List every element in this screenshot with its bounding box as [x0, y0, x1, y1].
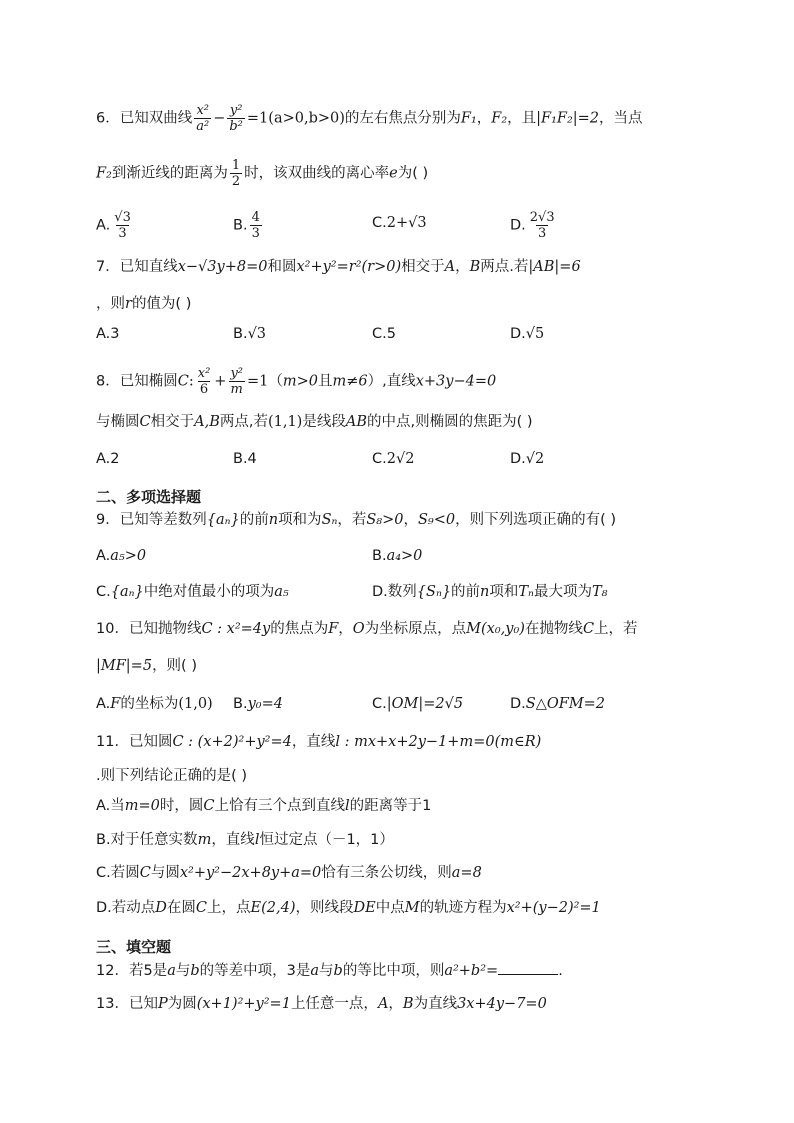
q11-option-a: A.当m=0时，圆C上恰有三个点到直线l的距离等于1: [96, 798, 432, 814]
q10-number: 10．: [96, 621, 129, 637]
q8-option-c: C.2√2: [372, 451, 415, 467]
q11-option-b: B.对于任意实数m，直线l恒过定点（－1，1）: [96, 832, 394, 848]
section-fill-in-heading: 三、填空题: [96, 938, 172, 956]
q13-line: 13．已知P为圆(x+1)²+y²=1上任意一点，A，B为直线3x+4y−7=0: [96, 996, 547, 1012]
q6-line1: 6．已知双曲线 $\frac{\text{x²}}{\text{a²}}$ − $\frac{\text{y²}}{\text{b²}}$ =1(a>0,b>0)的左右焦点分别为F₁，F₂，且|F₁F₂|=2，当点: [96, 103, 643, 134]
q11-number: 11．: [96, 734, 129, 750]
q7-line1: 7．已知直线x−√3y+8=0和圆x²+y²=r²(r>0)相交于A，B两点.若|AB|=6: [96, 259, 581, 275]
q11-circle-eq: C : (x+2)²+y²=4: [172, 734, 292, 750]
q9-option-b: B.a₄>0: [372, 548, 423, 564]
q11-option-c: C.若圆C与圆x²+y²−2x+8y+a=0恰有三条公切线，则a=8: [96, 865, 482, 881]
q10-option-a: A.F的坐标为(1,0): [96, 696, 213, 712]
q10-parabola-eq: C : x²=4y: [201, 621, 271, 637]
q9-number: 9．: [96, 512, 120, 528]
section-multiple-choice-heading: 二、多项选择题: [96, 488, 202, 506]
q7-number: 7．: [96, 259, 120, 275]
q12-number: 12．: [96, 963, 129, 979]
q9-line1: 9．已知等差数列{aₙ}的前n项和为Sₙ，若S₈>0，S₉<0，则下列选项正确的有( ): [96, 512, 617, 528]
q9-option-d: D.数列{Sₙ}的前n项和Tₙ最大项为T₈: [372, 584, 608, 600]
q8-line2: 与椭圆C相交于A,B两点,若(1,1)是线段AB的中点,则椭圆的焦距为( ): [96, 414, 533, 430]
q12-line: 12．若5是a与b的等差中项，3是a与b的等比中项，则a²+b²= .: [96, 960, 563, 981]
q7-line-eq: x−√3y+8=0: [177, 259, 268, 275]
q6-option-d: D. $\frac{2√3}{3}$: [510, 210, 555, 241]
q8-option-a: A.2: [96, 451, 120, 467]
q8-option-b: B.4: [233, 451, 257, 467]
q13-number: 13．: [96, 996, 129, 1012]
q10-option-c: C.|OM|=2√5: [372, 696, 464, 712]
q7-option-d: D.√5: [510, 326, 545, 342]
q6-option-b: B. $\frac{4}{3}$: [233, 210, 260, 241]
q8-number: 8．: [96, 373, 120, 390]
q6-option-c: C.2+√3: [372, 215, 427, 231]
q6-condition: =1(a>0,b>0): [246, 110, 345, 127]
q8-line-eq: x+3y−4=0: [415, 373, 497, 390]
q7-line2: ，则r的值为( ): [96, 296, 192, 312]
q6-frac-x: $\frac{\text{x²}}{\text{a²}}$: [196, 103, 210, 134]
q6-text: 已知双曲线: [119, 110, 193, 127]
q10-option-d: D.S△OFM=2: [510, 696, 606, 712]
q7-circle-eq: x²+y²=r²(r>0): [296, 259, 402, 275]
q8-line1: 8．已知椭圆C: $\frac{\text{x²}}{6}$ + $\frac{\text{y²}}{m}$ =1（m>0且m≠6）,直线x+3y−4=0: [96, 366, 497, 397]
q7-option-a: A.3: [96, 326, 120, 342]
q6-frac-y: $\frac{\text{y²}}{\text{b²}}$: [229, 103, 243, 134]
q11-line-eq: l : mx+x+2y−1+m=0(m∈R): [335, 734, 542, 750]
q10-line1: 10．已知抛物线C : x²=4y的焦点为F，O为坐标原点，点M(x₀,y₀)在抛物线C上，若: [96, 621, 638, 637]
q10-option-b: B.y₀=4: [233, 696, 283, 712]
q10-line2: |MF|=5，则( ): [96, 658, 197, 674]
q7-option-c: C.5: [372, 326, 396, 342]
q11-line2: .则下列结论正确的是( ): [96, 768, 248, 784]
q6-line2: F₂到渐近线的距离为 $\frac{1}{2}$ 时，该双曲线的离心率e为( ): [96, 158, 429, 189]
q9-option-c: C.{aₙ}中绝对值最小的项为a₅: [96, 584, 289, 600]
q11-option-d: D.若动点D在圆C上，点E(2,4)，则线段DE中点M的轨迹方程为x²+(y−2)²=1: [96, 900, 601, 916]
q7-option-b: B.√3: [233, 326, 267, 342]
q8-option-d: D.√2: [510, 451, 545, 467]
q12-answer-blank[interactable]: [498, 960, 558, 975]
q9-option-a: A.a₅>0: [96, 548, 147, 564]
q6-frac-half: $\frac{1}{2}$: [231, 158, 241, 189]
q6-number: 6．: [96, 110, 120, 127]
q6-distance: |F₁F₂|=2: [536, 110, 600, 127]
q11-line1: 11．已知圆C : (x+2)²+y²=4，直线l : mx+x+2y−1+m=0(m∈R): [96, 734, 542, 750]
q6-option-a: A. $\frac{√3}{3}$: [96, 210, 131, 241]
